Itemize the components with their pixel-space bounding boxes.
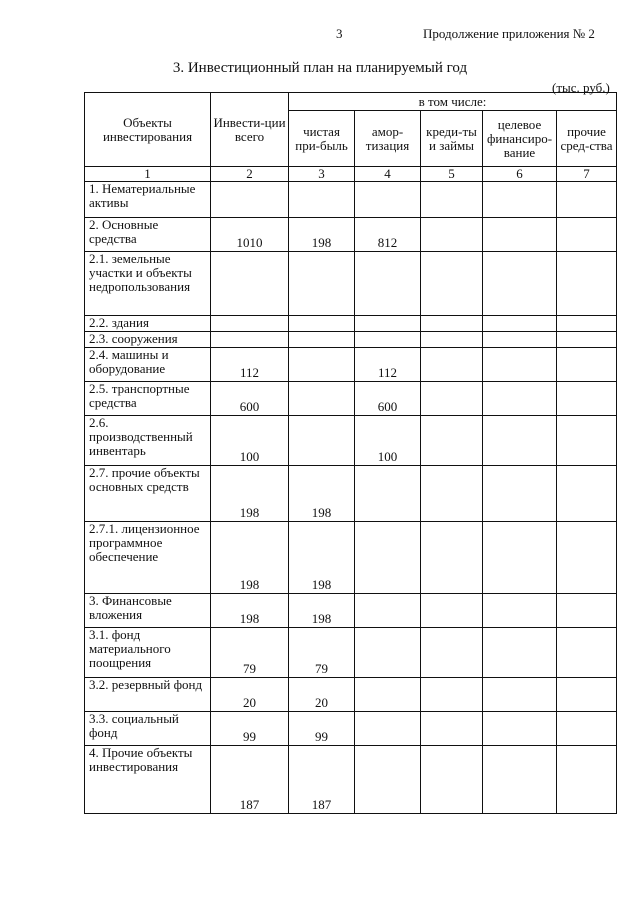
row-value-other	[557, 522, 617, 594]
row-value-targeted	[483, 746, 557, 814]
row-value-credits	[421, 712, 483, 746]
row-value-other	[557, 466, 617, 522]
row-object: 2.4. машины и оборудование	[85, 348, 211, 382]
row-value-net-profit	[289, 182, 355, 218]
column-number: 1	[85, 167, 211, 182]
table-row	[85, 382, 617, 416]
row-value-total: 1010	[211, 218, 289, 252]
row-value-targeted	[483, 466, 557, 522]
column-number: 2	[211, 167, 289, 182]
table-row	[85, 182, 617, 218]
row-value-credits	[421, 252, 483, 316]
row-value-amortization	[355, 316, 421, 332]
row-value-credits	[421, 348, 483, 382]
document-title: 3. Инвестиционный план на планируемый год	[172, 60, 468, 76]
row-value-other	[557, 182, 617, 218]
row-value-amortization	[355, 678, 421, 712]
row-value-targeted	[483, 678, 557, 712]
row-value-targeted	[483, 522, 557, 594]
row-object: 2.5. транспортные средства	[85, 382, 211, 416]
row-value-amortization	[355, 712, 421, 746]
row-value-amortization	[355, 466, 421, 522]
row-value-total: 187	[211, 746, 289, 814]
row-value-credits	[421, 522, 483, 594]
row-value-other	[557, 252, 617, 316]
table-row	[85, 348, 617, 382]
row-object: 2.6. производственный инвентарь	[85, 416, 211, 466]
table-row	[85, 416, 617, 466]
row-value-net-profit	[289, 348, 355, 382]
row-value-other	[557, 416, 617, 466]
row-value-amortization: 112	[355, 348, 421, 382]
header-other: прочие сред-ства	[557, 111, 617, 167]
row-value-targeted	[483, 332, 557, 348]
row-value-total: 112	[211, 348, 289, 382]
row-object: 3.2. резервный фонд	[85, 678, 211, 712]
row-value-credits	[421, 382, 483, 416]
row-value-total: 99	[211, 712, 289, 746]
table-row	[85, 594, 617, 628]
row-value-total: 198	[211, 594, 289, 628]
row-value-amortization: 600	[355, 382, 421, 416]
row-value-total	[211, 182, 289, 218]
row-object: 2.2. здания	[85, 316, 211, 332]
row-object: 2.1. земельные участки и объекты недропользования	[85, 252, 211, 316]
row-value-net-profit: 198	[289, 594, 355, 628]
table-row	[85, 522, 617, 594]
row-value-targeted	[483, 182, 557, 218]
header-amortization: амор-тизация	[355, 111, 421, 167]
row-value-amortization: 100	[355, 416, 421, 466]
row-value-targeted	[483, 316, 557, 332]
investment-plan-table	[84, 92, 617, 814]
row-value-amortization	[355, 332, 421, 348]
row-value-amortization	[355, 182, 421, 218]
row-value-net-profit	[289, 416, 355, 466]
row-value-credits	[421, 466, 483, 522]
row-value-amortization	[355, 628, 421, 678]
row-value-total: 20	[211, 678, 289, 712]
table-row	[85, 746, 617, 814]
row-value-targeted	[483, 252, 557, 316]
row-value-other	[557, 218, 617, 252]
column-number: 5	[421, 167, 483, 182]
row-value-other	[557, 628, 617, 678]
row-value-amortization: 812	[355, 218, 421, 252]
row-value-total: 198	[211, 466, 289, 522]
row-value-other	[557, 712, 617, 746]
row-value-other	[557, 746, 617, 814]
table-row	[85, 316, 617, 332]
header-objects: Объекты инвестирования	[85, 93, 211, 167]
row-value-net-profit: 99	[289, 712, 355, 746]
table-row	[85, 252, 617, 316]
table-row	[85, 678, 617, 712]
row-value-net-profit: 198	[289, 466, 355, 522]
row-value-other	[557, 382, 617, 416]
row-object: 2.3. сооружения	[85, 332, 211, 348]
row-value-net-profit: 198	[289, 522, 355, 594]
row-value-total	[211, 316, 289, 332]
row-value-other	[557, 594, 617, 628]
header-net-profit: чистая при-быль	[289, 111, 355, 167]
row-object: 2.7.1. лицензионное программное обеспечение	[85, 522, 211, 594]
row-value-credits	[421, 594, 483, 628]
row-object: 2. Основные средства	[85, 218, 211, 252]
table-row	[85, 712, 617, 746]
row-value-other	[557, 332, 617, 348]
row-value-credits	[421, 332, 483, 348]
row-value-targeted	[483, 218, 557, 252]
header-total: Инвести-ции всего	[211, 93, 289, 167]
row-value-credits	[421, 316, 483, 332]
row-value-net-profit: 79	[289, 628, 355, 678]
row-value-amortization	[355, 252, 421, 316]
row-value-targeted	[483, 416, 557, 466]
row-value-targeted	[483, 594, 557, 628]
column-number: 7	[557, 167, 617, 182]
column-number: 4	[355, 167, 421, 182]
row-value-other	[557, 316, 617, 332]
row-value-targeted	[483, 712, 557, 746]
row-value-credits	[421, 218, 483, 252]
row-value-targeted	[483, 348, 557, 382]
page-number: 3	[336, 26, 343, 41]
table-row	[85, 466, 617, 522]
row-object: 2.7. прочие объекты основных средств	[85, 466, 211, 522]
row-value-net-profit: 20	[289, 678, 355, 712]
table-row	[85, 332, 617, 348]
appendix-note: Продолжение приложения № 2	[423, 26, 595, 41]
row-value-net-profit	[289, 332, 355, 348]
row-value-net-profit: 198	[289, 218, 355, 252]
row-value-amortization	[355, 522, 421, 594]
row-value-targeted	[483, 628, 557, 678]
row-value-net-profit	[289, 252, 355, 316]
column-number: 3	[289, 167, 355, 182]
row-value-credits	[421, 182, 483, 218]
row-value-total: 79	[211, 628, 289, 678]
row-value-credits	[421, 746, 483, 814]
table-row	[85, 218, 617, 252]
row-value-total: 100	[211, 416, 289, 466]
column-number: 6	[483, 167, 557, 182]
row-value-credits	[421, 416, 483, 466]
header-including: в том числе:	[289, 93, 617, 111]
row-value-amortization	[355, 594, 421, 628]
row-value-total	[211, 252, 289, 316]
row-value-other	[557, 678, 617, 712]
row-value-credits	[421, 628, 483, 678]
row-value-amortization	[355, 746, 421, 814]
row-value-other	[557, 348, 617, 382]
row-value-total	[211, 332, 289, 348]
row-value-targeted	[483, 382, 557, 416]
table-row	[85, 628, 617, 678]
row-object: 3.1. фонд материального поощрения	[85, 628, 211, 678]
row-object: 1. Нематериальные активы	[85, 182, 211, 218]
row-object: 3. Финансовые вложения	[85, 594, 211, 628]
row-value-total: 198	[211, 522, 289, 594]
units-note: (тыс. руб.)	[552, 80, 610, 95]
row-value-net-profit	[289, 382, 355, 416]
row-object: 3.3. социальный фонд	[85, 712, 211, 746]
header-targeted: целевое финансиро-вание	[483, 111, 557, 167]
row-value-credits	[421, 678, 483, 712]
row-value-total: 600	[211, 382, 289, 416]
row-object: 4. Прочие объекты инвестирования	[85, 746, 211, 814]
row-value-net-profit	[289, 316, 355, 332]
header-credits: креди-ты и займы	[421, 111, 483, 167]
row-value-net-profit: 187	[289, 746, 355, 814]
